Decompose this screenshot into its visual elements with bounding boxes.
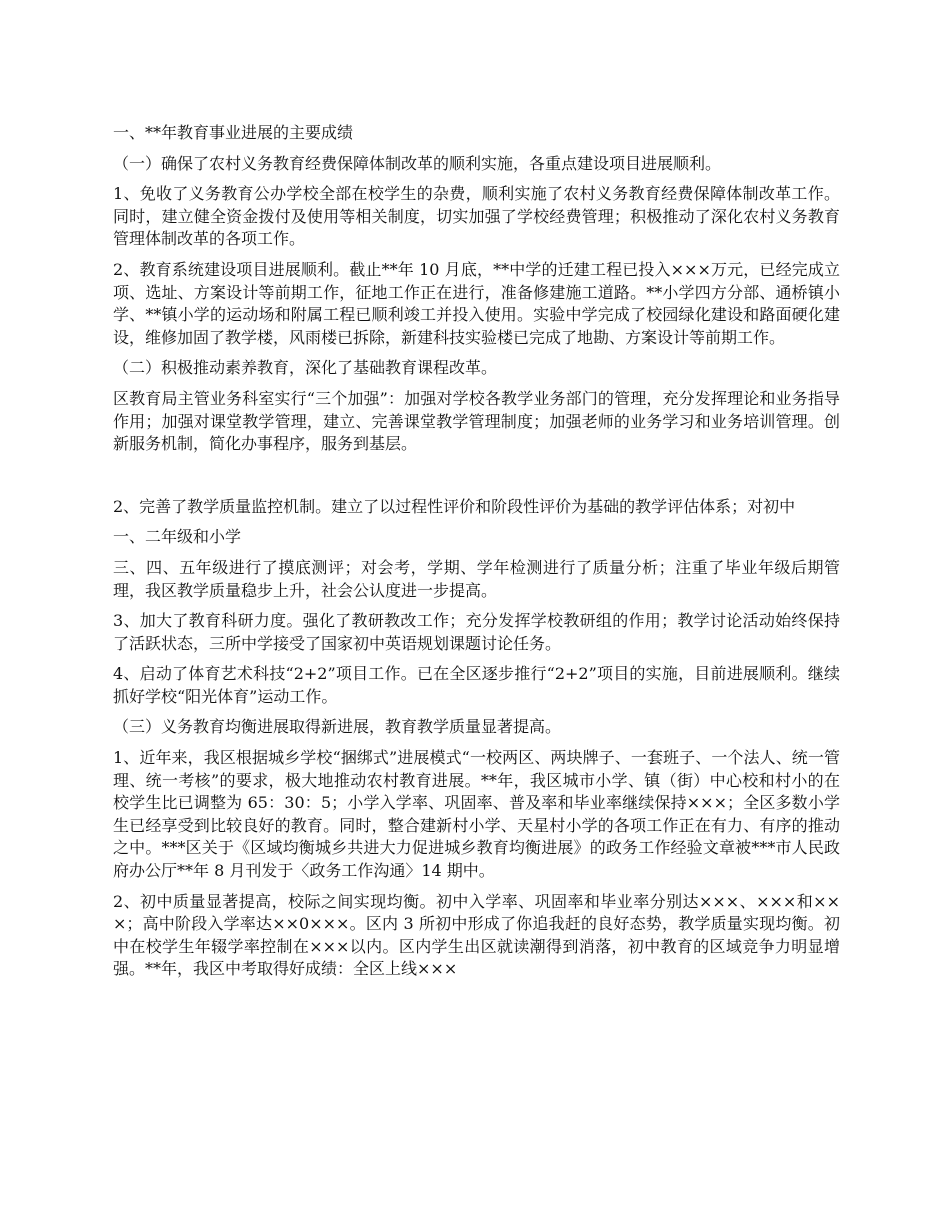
subsection-heading: （三）义务教育均衡进展取得新进展，教育教学质量显著提高。 — [113, 717, 562, 737]
paragraph: 2、教育系统建设项目进展顺利。截止**年 10 月底，**中学的迁建工程已投入×××万元，已经完成立项、选址、方案设计等前期工作，征地工作正在进行，准备修建施工道路。**小学四方分部、通桥镇小学、**镇小学的运动场和附属工程已顺利竣工并投入使用。实验中学完成了校园绿化建设和路面硬化建设，维修加固了教学楼，风雨楼已拆除，新建科技实验楼已完成了地勘、方案设计等前期工作。 — [113, 259, 840, 347]
subsection-heading: （一）确保了农村义务教育经费保障体制改革的顺利实施，各重点建设项目进展顺利。 — [113, 153, 722, 173]
document-page — [113, 122, 840, 989]
paragraph: 1、近年来，我区根据城乡学校“捆绑式”进展模式“一校两区、两块牌子、一套班子、一个法人、统一管理、统一考核”的要求，极大地推动农村教育进展。**年，我区城市小学、镇（街）中心校和村小的在校学生比已调整为 65：30：5；小学入学率、巩固率、普及率和毕业率继续保持×××；全区多数小学生已经享受到比较良好的教育。同时，整合建新村小学、天星村小学的各项工作正在有力、有序的推动之中。***区关于《区域均衡城乡共进大力促进城乡教育均衡进展》的政务工作经验文章被***市人民政府办公厅**年 8 月刊发于〈政务工作沟通〉14 期中。 — [113, 748, 840, 881]
paragraph: 区教育局主管业务科室实行“三个加强”：加强对学校各教学业务部门的管理，充分发挥理论和业务指导作用；加强对课堂教学管理，建立、完善课堂教学管理制度；加强老师的业务学习和业务培训管理。创新服务机制，简化办事程序，服务到基层。 — [113, 388, 840, 454]
paragraph: 3、加大了教育科研力度。强化了教研教改工作；充分发挥学校教研组的作用；教学讨论活动始终保持了活跃状态，三所中学接受了国家初中英语规划课题讨论任务。 — [113, 611, 840, 653]
paragraph: 1、免收了义务教育公办学校全部在校学生的杂费，顺利实施了农村义务教育经费保障体制改革工作。同时，建立健全资金拨付及使用等相关制度，切实加强了学校经费管理；积极推动了深化农村义务教育管理体制改革的各项工作。 — [113, 184, 840, 249]
paragraph: 2、完善了教学质量监控机制。建立了以过程性评价和阶段性评价为基础的教学评估体系；对初中 — [113, 496, 796, 516]
paragraph: 三、四、五年级进行了摸底测评；对会考，学期、学年检测进行了质量分析；注重了毕业年级后期管理，我区教学质量稳步上升，社会公认度进一步提高。 — [113, 557, 840, 600]
paragraph: 2、初中质量显著提高，校际之间实现均衡。初中入学率、巩固率和毕业率分别达×××、×××和×××；高中阶段入学率达××0×××。区内 3 所初中形成了你追我赶的良好态势，教学质量实现均衡。初中在校学生年辍学率控制在×××以内。区内学生出区就读潮得到消落，初中教育的区域竞争力明显增强。**年，我区中考取得好成绩：全区上线××× — [113, 891, 840, 979]
subsection-heading: （二）积极推动素养教育，深化了基础教育课程改革。 — [113, 358, 498, 378]
paragraph: 一、二年级和小学 — [113, 527, 242, 547]
section-heading: 一、**年教育事业进展的主要成绩 — [113, 123, 354, 142]
paragraph: 4、启动了体育艺术科技“2+2”项目工作。已在全区逐步推行“2+2”项目的实施，目前进展顺利。继续抓好学校“阳光体育”运动工作。 — [113, 664, 840, 706]
